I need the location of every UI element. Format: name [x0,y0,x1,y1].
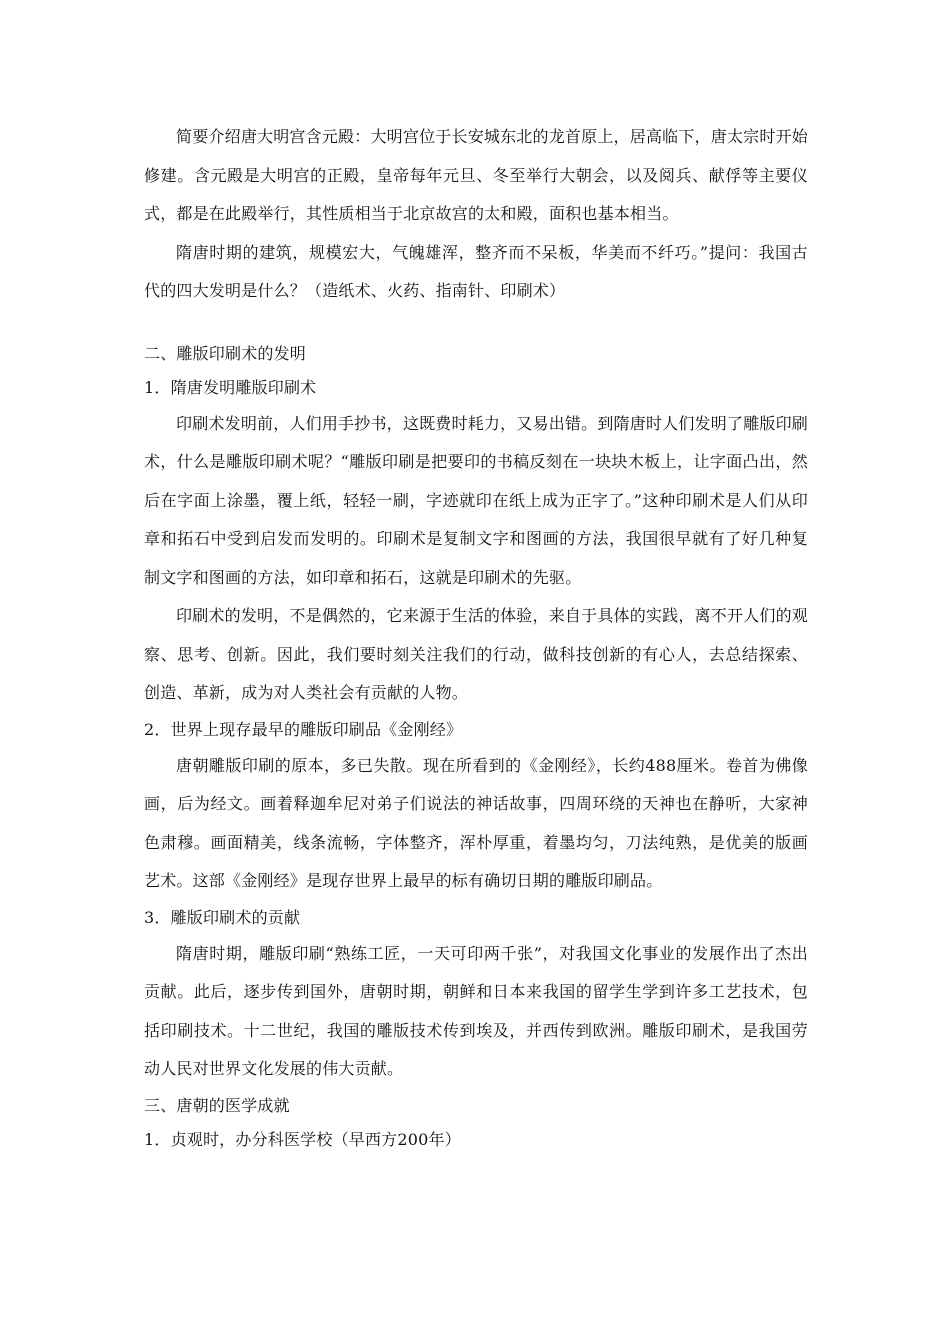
subheading-diamond-sutra: 2．世界上现存最早的雕版印刷品《金刚经》 [144,719,463,739]
paragraph-contribution: 隋唐时期，雕版印刷“熟练工匠，一天可印两千张”，对我国文化事业的发展作出了杰出贡献。此后，逐步传到国外，唐朝时期，朝鲜和日本来我国的留学生学到许多工艺技术，包括印刷技术。十二世纪，我国的雕版技术传到埃及，并西传到欧洲。雕版印刷术，是我国劳动人民对世界文化发展的伟大贡献。 [144,943,808,1078]
paragraph-sui-tang-architecture: 隋唐时期的建筑，规模宏大，气魄雄浑，整齐而不呆板，华美而不纤巧。”提问：我国古代的四大发明是什么？（造纸术、火药、指南针、印刷术） [144,242,808,300]
paragraph-printing-invention: 印刷术发明前，人们用手抄书，这既费时耗力，又易出错。到隋唐时人们发明了雕版印刷术，什么是雕版印刷术呢？“雕版印刷是把要印的书稿反刻在一块块木板上，让字面凸出，然后在字面上涂墨，覆上纸，轻轻一刷，字迹就印在纸上成为正字了。”这种印刷术是人们从印章和拓石中受到启发而发明的。印刷术是复制文字和图画的方法，我国很早就有了好几种复制文字和图画的方法，如印章和拓石，这就是印刷术的先驱。 [144,413,808,587]
section-spacer [144,311,808,337]
section-heading-medicine: 三、唐朝的医学成就 [144,1095,290,1115]
subheading-medical-school: 1．贞观时，办分科医学校（早西方200年） [144,1129,461,1149]
subheading-invention: 1．隋唐发明雕版印刷术 [144,377,317,397]
paragraph-diamond-sutra: 唐朝雕版印刷的原本，多已失散。现在所看到的《金刚经》，长约488厘米。卷首为佛像画，后为经文。画着释迦牟尼对弟子们说法的神话故事，四周环绕的天神也在静听，大家神色肃穆。画面精美，线条流畅，字体整齐，浑朴厚重，着墨均匀，刀法纯熟，是优美的版画艺术。这部《金刚经》是现存世界上最早的标有确切日期的雕版印刷品。 [144,755,808,890]
subheading-contribution: 3．雕版印刷术的贡献 [144,907,301,927]
section-heading-printing: 二、雕版印刷术的发明 [144,343,307,363]
document-body [144,118,808,1157]
paragraph-printing-innovation: 印刷术的发明，不是偶然的，它来源于生活的体验，来自于具体的实践，离不开人们的观察、思考、创新。因此，我们要时刻关注我们的行动，做科技创新的有心人，去总结探索、创造、革新，成为对人类社会有贡献的人物。 [144,606,808,702]
paragraph-hanyuan-hall: 简要介绍唐大明宫含元殿：大明宫位于长安城东北的龙首原上，居高临下，唐太宗时开始修建。含元殿是大明宫的正殿，皇帝每年元旦、冬至举行大朝会，以及阅兵、献俘等主要仪式，都是在此殿举行，其性质相当于北京故宫的太和殿，面积也基本相当。 [144,127,808,223]
